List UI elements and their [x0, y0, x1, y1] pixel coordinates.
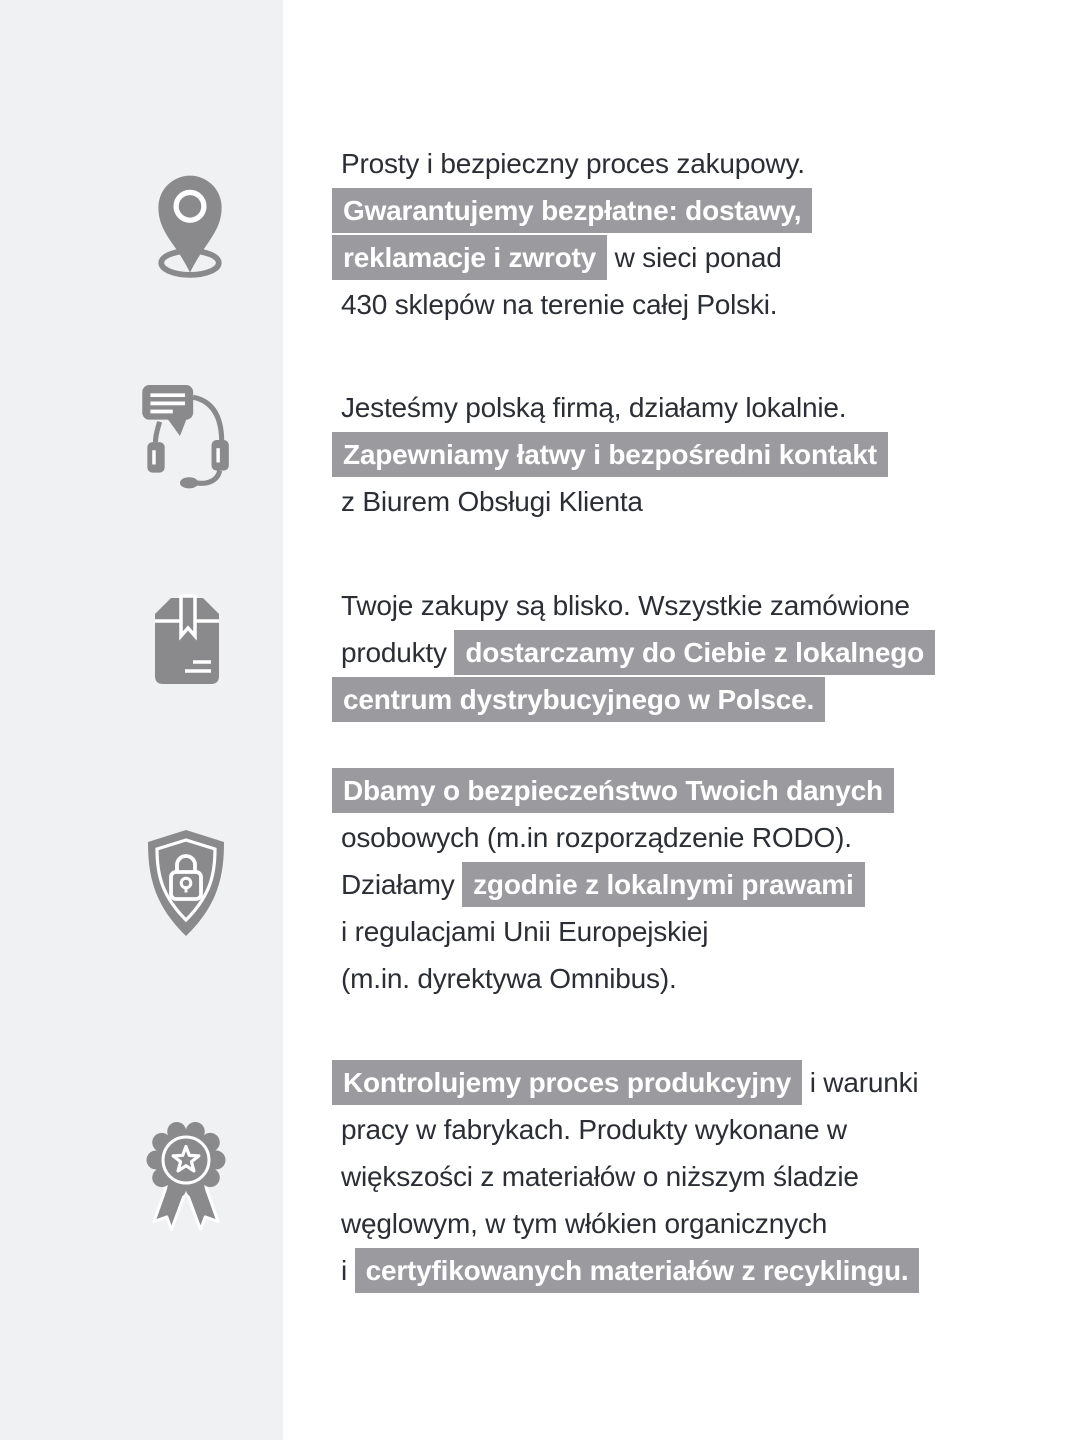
headset-chat-icon [132, 383, 234, 493]
text-segment: Jesteśmy polską firmą, działamy lokalnie. [341, 392, 847, 423]
text-segment: osobowych (m.in rozporządzenie RODO). [341, 822, 852, 853]
shield-lock-icon [138, 828, 234, 941]
package-icon [147, 592, 227, 690]
text-segment: w sieci ponad [607, 242, 782, 273]
text-segment: węglowym, w tym włókien organicznych [341, 1208, 828, 1239]
text-segment: i regulacjami Unii Europejskiej [341, 916, 709, 947]
text-line [332, 908, 894, 955]
text-line [332, 629, 935, 676]
award-ribbon-icon [134, 1116, 238, 1240]
text-segment: Prosty i bezpieczny proces zakupowy. [341, 148, 805, 179]
text-line [332, 676, 935, 723]
text-segment: pracy w fabrykach. Produkty wykonane w [341, 1114, 847, 1145]
text-segment: Twoje zakupy są blisko. Wszystkie zamówione [341, 590, 910, 621]
section-local-company-contact [332, 384, 888, 525]
text-line [332, 140, 812, 187]
text-segment: z Biurem Obsługi Klienta [341, 486, 643, 517]
text-line [332, 582, 935, 629]
text-line [332, 384, 888, 431]
text-segment: i warunki [802, 1067, 919, 1098]
text-segment: Działamy [341, 869, 463, 900]
text-line [332, 1106, 919, 1153]
highlighted-text-segment: Zapewniamy łatwy i bezpośredni kontakt [332, 432, 888, 477]
text-line [332, 281, 812, 328]
highlighted-text-segment: centrum dystrybucyjnego w Polsce. [332, 677, 825, 722]
text-line [332, 767, 894, 814]
section-local-distribution [332, 582, 935, 723]
highlighted-text-segment: Gwarantujemy bezpłatne: dostawy, [332, 188, 812, 233]
text-segment: i [341, 1255, 355, 1286]
highlighted-text-segment: certyfikowanych materiałów z recyklingu. [355, 1248, 920, 1293]
section-data-security [332, 767, 894, 1002]
highlighted-text-segment: Dbamy o bezpieczeństwo Twoich danych [332, 768, 894, 813]
highlighted-text-segment: dostarczamy do Ciebie z lokalnego [454, 630, 935, 675]
text-segment: (m.in. dyrektywa Omnibus). [341, 963, 677, 994]
highlighted-text-segment: zgodnie z lokalnymi prawami [462, 862, 864, 907]
location-pin-icon [142, 168, 238, 283]
text-line [332, 1059, 919, 1106]
text-line [332, 431, 888, 478]
section-production-control [332, 1059, 919, 1294]
text-segment: produkty [341, 637, 455, 668]
text-line [332, 1247, 919, 1294]
text-line [332, 955, 894, 1002]
text-line [332, 861, 894, 908]
text-line [332, 478, 888, 525]
text-line [332, 814, 894, 861]
text-line [332, 1200, 919, 1247]
text-segment: większości z materiałów o niższym śladzie [341, 1161, 859, 1192]
text-line [332, 234, 812, 281]
text-segment: 430 sklepów na terenie całej Polski. [341, 289, 778, 320]
text-line [332, 187, 812, 234]
text-line [332, 1153, 919, 1200]
highlighted-text-segment: reklamacje i zwroty [332, 235, 607, 280]
section-free-delivery-returns [332, 140, 812, 328]
highlighted-text-segment: Kontrolujemy proces produkcyjny [332, 1060, 802, 1105]
